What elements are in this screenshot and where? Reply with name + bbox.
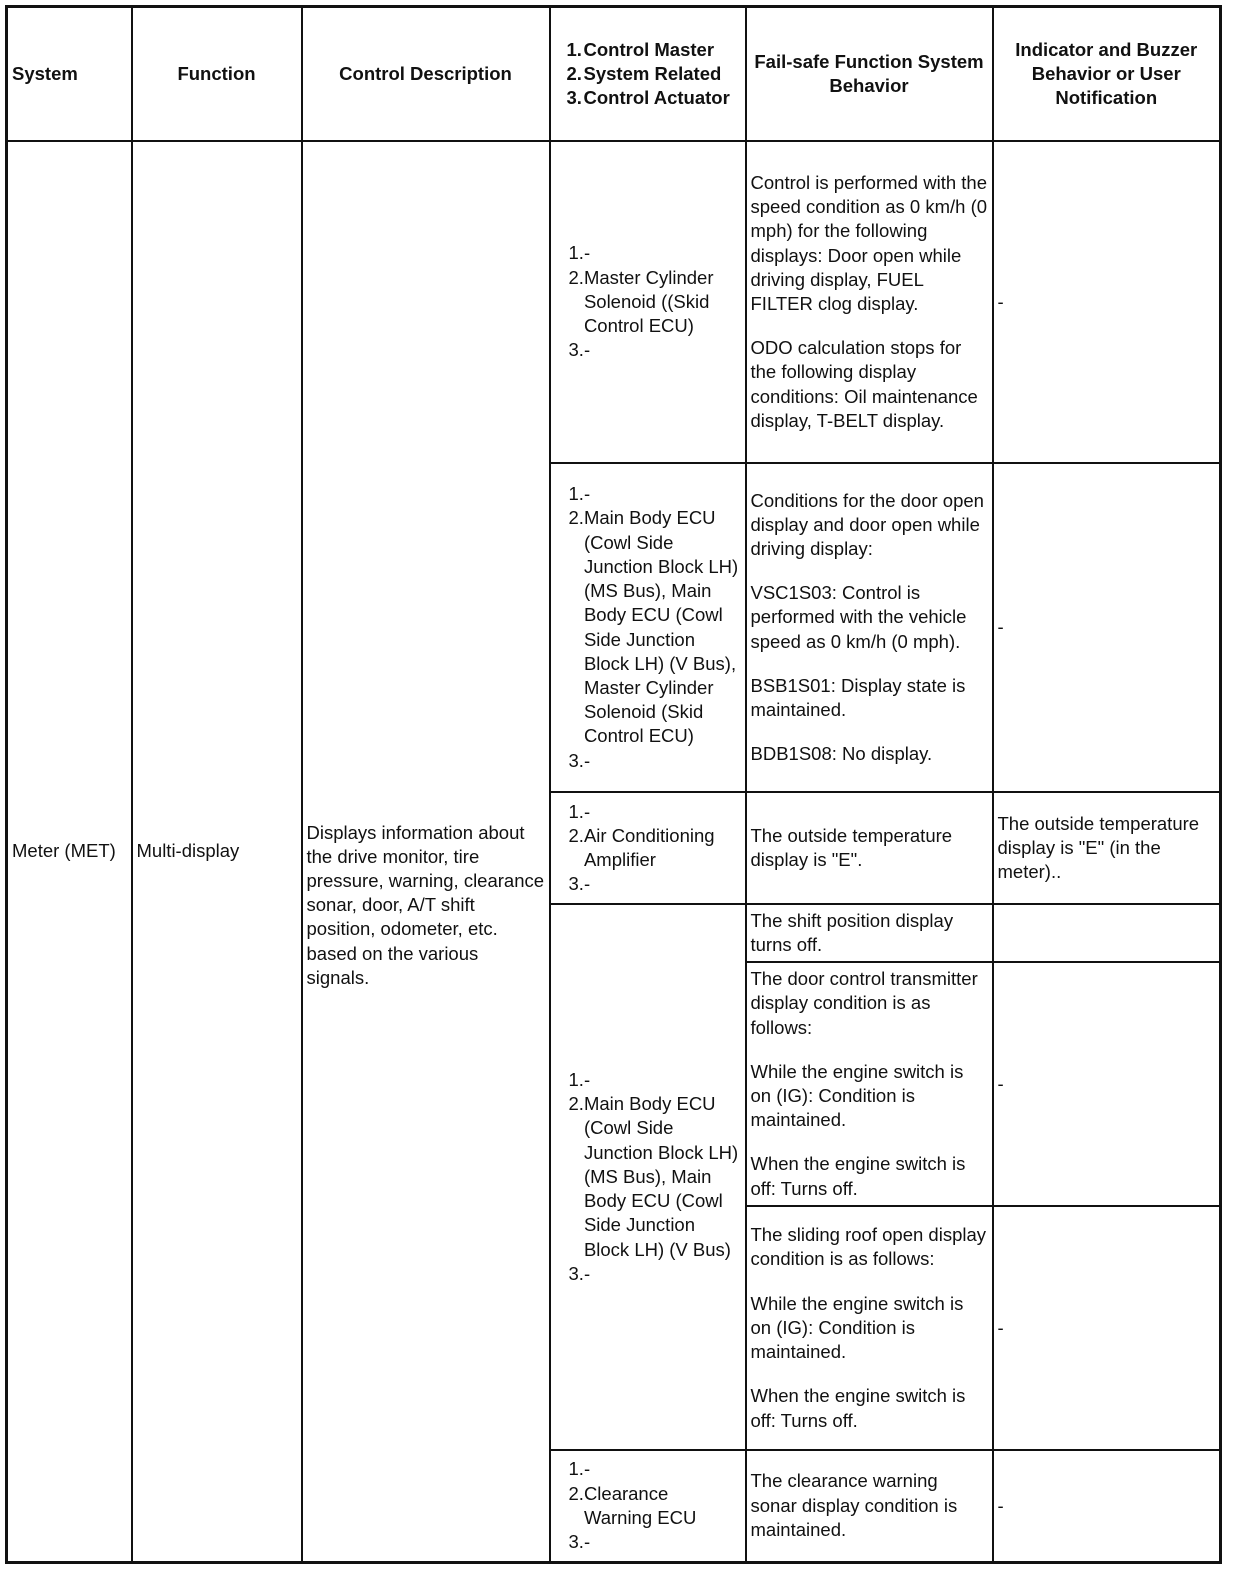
system-related: Master Cylinder Solenoid ((Skid Control ECU) xyxy=(583,266,714,337)
fail-safe-table xyxy=(5,5,1222,1564)
header-failsafe-behavior: Fail-safe Function System Behavior xyxy=(746,7,993,142)
behavior-text: The outside temperature display is "E". xyxy=(750,824,953,870)
control-items-cell: 1. - 2. Clearance Warning ECU 3. - xyxy=(550,1450,746,1562)
notification-cell: - xyxy=(993,1206,1221,1450)
behavior-text: When the engine switch is off: Turns off. xyxy=(750,1153,966,1199)
system-related: Clearance Warning ECU xyxy=(583,1482,697,1528)
header-system: System xyxy=(7,7,132,142)
control-description-cell xyxy=(302,141,550,1562)
system-related: Main Body ECU (Cowl Side Junction Block LH) (MS Bus), Main Body ECU (Cowl Side Junction Block LH) (V Bus), Master Cylinder Solenoid (Skid Control ECU) xyxy=(583,507,739,747)
header-indicator-buzzer: Indicator and Buzzer Behavior or User Notification xyxy=(993,7,1221,142)
header-function: Function xyxy=(132,7,302,142)
header-control-actuator: Control Actuator xyxy=(583,87,730,109)
failsafe-behavior-cell xyxy=(746,463,993,792)
header-row xyxy=(7,7,1221,142)
behavior-text: Conditions for the door open display and door open while driving display: xyxy=(750,489,984,559)
behavior-text: When the engine switch is off: Turns off. xyxy=(750,1385,966,1431)
notification-cell: - xyxy=(993,141,1221,463)
control-master: - xyxy=(583,1458,591,1480)
control-items-cell: 1. - 2. Air Conditioning Amplifier 3. - xyxy=(550,792,746,904)
behavior-text: VSC1S03: Control is performed with the vehicle speed as 0 km/h (0 mph). xyxy=(750,582,967,652)
behavior-text: The clearance warning sonar display condition is maintained. xyxy=(750,1470,958,1540)
failsafe-behavior-cell xyxy=(746,1206,993,1450)
control-master: - xyxy=(583,800,591,822)
failsafe-behavior-cell xyxy=(746,792,993,904)
notification-cell xyxy=(993,904,1221,962)
behavior-text: BSB1S01: Display state is maintained. xyxy=(750,674,966,720)
behavior-text: ODO calculation stops for the following display conditions: Oil maintenance display, T-BELT display. xyxy=(750,337,978,431)
behavior-text: Control is performed with the speed condition as 0 km/h (0 mph) for the following displays: Door open while driving display, FUEL FILTER clog display. xyxy=(750,171,988,314)
behavior-text: The sliding roof open display condition is as follows: xyxy=(750,1224,987,1270)
failsafe-behavior-cell xyxy=(746,962,993,1206)
behavior-text: While the engine switch is on (IG): Condition is maintained. xyxy=(750,1292,964,1363)
behavior-text: The shift position display turns off. xyxy=(750,909,954,955)
control-master: - xyxy=(583,483,591,505)
control-master: - xyxy=(583,1069,591,1091)
control-actuator: - xyxy=(583,873,591,895)
control-actuator: - xyxy=(583,339,591,361)
notification-cell: - xyxy=(993,1450,1221,1562)
control-actuator: - xyxy=(583,1262,591,1284)
behavior-text: BDB1S08: No display. xyxy=(750,743,933,765)
control-items-cell: 1. - 2. Master Cylinder Solenoid ((Skid Control ECU) 3. - xyxy=(550,141,746,463)
control-items-cell: 1. - 2. Main Body ECU (Cowl Side Junction Block LH) (MS Bus), Main Body ECU (Cowl Side Junction Block LH) (V Bus) 3. - xyxy=(550,904,746,1450)
system-related: Air Conditioning Amplifier xyxy=(583,824,715,870)
header-control-description: Control Description xyxy=(302,7,550,142)
system-cell: Meter (MET) xyxy=(7,141,132,1562)
failsafe-behavior-cell xyxy=(746,1450,993,1562)
control-items-cell: 1. - 2. Main Body ECU (Cowl Side Junction Block LH) (MS Bus), Main Body ECU (Cowl Side Junction Block LH) (V Bus), Master Cylinder Solenoid (Skid Control ECU) 3. - xyxy=(550,463,746,792)
control-master: - xyxy=(583,242,591,264)
behavior-text: The door control transmitter display condition is as follows: xyxy=(750,968,978,1038)
header-control-items: 1. Control Master 2. System Related 3. Control Actuator xyxy=(550,7,746,142)
failsafe-behavior-cell xyxy=(746,141,993,463)
function-cell: Multi-display xyxy=(132,141,302,1562)
system-related: Main Body ECU (Cowl Side Junction Block LH) (MS Bus), Main Body ECU (Cowl Side Junction Block LH) (V Bus) xyxy=(583,1093,739,1260)
control-actuator: - xyxy=(583,749,591,771)
control-description-text: Displays information about the drive monitor, tire pressure, warning, clearance sonar, door, A/T shift position, odometer, etc. based on the various signals. xyxy=(306,821,545,988)
notification-cell: - xyxy=(993,962,1221,1206)
notification-cell: The outside temperature display is "E" (in the meter).. xyxy=(993,792,1221,904)
table-row xyxy=(7,141,1221,463)
control-actuator: - xyxy=(583,1530,591,1552)
notification-cell: - xyxy=(993,463,1221,792)
header-system-related: System Related xyxy=(583,62,722,84)
behavior-text: While the engine switch is on (IG): Condition is maintained. xyxy=(750,1060,964,1131)
header-control-master: Control Master xyxy=(583,38,715,60)
failsafe-behavior-cell xyxy=(746,904,993,962)
